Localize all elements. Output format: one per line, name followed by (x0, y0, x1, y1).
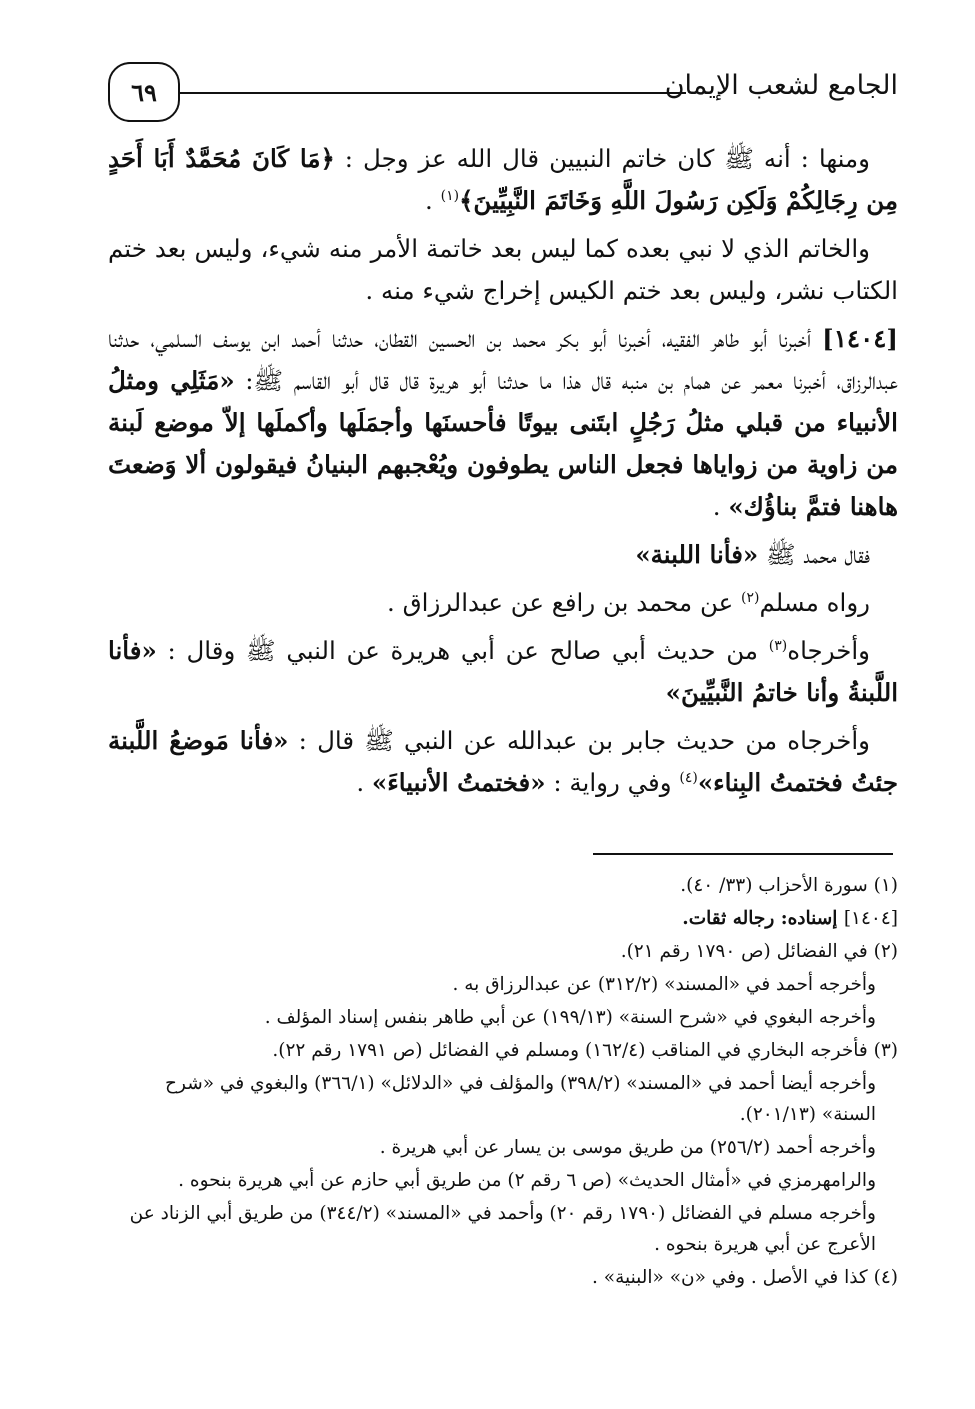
footnote-separator (593, 853, 893, 855)
page-number: ٦٩ (108, 62, 180, 122)
footnote-1404 (108, 903, 898, 934)
quote-span: «فأنا اللبنة» (635, 540, 759, 569)
isnad-text: أخبرنا أبو طاهر الفقيه، أخبرنا أبو بكر محمد بن الحسين القطان، حدثنا أحمد ابن يوسف السلمي، حدثنا عبدالرزاق، أخبرنا معمر عن همام بن منبه قال هذا ما حدثنا أبو هريرة قال قال أبو القاسم ﷺ: (108, 324, 899, 395)
footnote-2: (٢) في الفضائل (ص ١٧٩٠ رقم ٢١). (620, 941, 898, 962)
footnote-ref-2[interactable]: (٢) (741, 589, 760, 606)
text-span: . (712, 492, 729, 521)
footnote-2-ahmad: وأخرجه أحمد في «المسند» (٣١٢/٢) عن عبدالرزاق به . (452, 974, 876, 995)
paragraph-khatam-verse (108, 138, 898, 222)
text-span: وفي رواية : (545, 768, 680, 797)
quote-span: «فأنا اللَّبنةُ وأنا خاتمُ النَّبيِّينَ» (108, 636, 898, 707)
footnote-ref-1[interactable]: (١) (440, 187, 460, 204)
footnote-ref-3[interactable]: (٣) (768, 637, 788, 654)
text-span: فقال محمد ﷺ (758, 540, 870, 569)
page-header (108, 62, 898, 132)
hadith-number: [١٤٠٤] (822, 324, 898, 353)
paragraph-abu-salih (108, 630, 898, 714)
footnote-4: (٤) كذا في الأصل . وفي «ن» «البنية» . (591, 1267, 898, 1288)
running-title: الجامع لشعب الإيمان (664, 70, 898, 101)
footnote-3: (٣) فأخرجه البخاري في المناقب (١٦٢/٤) ومسلم في الفضائل (ص ١٧٩١ رقم ٢٢). (272, 1040, 898, 1061)
main-text (108, 138, 898, 810)
text-span: . (356, 768, 372, 797)
footnote-3-ramahurmuzi: والرامهرمزي في «أمثال الحديث» (ص ٦ رقم ٢) من طريق أبي حازم عن أبي هريرة بنحوه . (178, 1170, 876, 1191)
footnote-2-baghawi: وأخرجه البغوي في «شرح السنة» (١٩٩/١٣) عن أبي طاهر بنفس إسناد المؤلف . (264, 1007, 876, 1028)
text-span: . (425, 186, 441, 215)
text-span: رواه مسلم (759, 588, 870, 617)
paragraph-khatam-meaning: والخاتم الذي لا نبي بعده كما ليس بعد خاتمة الأمر منه شيء، وليس بعد ختم الكتاب نشر، وليس بعد ختم الكيس إخراج شيء منه . (108, 234, 898, 305)
footnote-3-ahmad: وأخرجه أيضا أحمد في «المسند» (٣٩٨/٢) والمؤلف في «الدلائل» (٣٦٦/١) والبغوي في «شرح السنة» (٢٠١/١٣). (165, 1073, 876, 1125)
text-span: عن محمد بن رافع عن عبدالرزاق . (387, 588, 742, 617)
footnote-number: [١٤٠٤] (843, 908, 898, 929)
footnote-text: إسناده: رجاله ثقات. (682, 908, 844, 929)
paragraph-hadith-1404 (108, 318, 898, 528)
header-rule (178, 92, 686, 94)
footnote-3-muslim: وأخرجه مسلم في الفضائل (١٧٩٠ رقم ٢٠) وأحمد في «المسند» (٣٤٤/٢) من طريق أبي الزناد عن الأعرج عن أبي هريرة بنحوه . (129, 1203, 876, 1255)
hadith-matn: «مَثَلِي ومثلُ الأنبياء من قبلي مثلُ رَجُلٍ ابتَنى بيوتًا فأحسنَها وأجمَلَها وأكملَها إلاّ موضع لَبنة من زاوية من زواياها فجعل الناس يطوفون ويُعْجبهم البنيانُ فيقولون ألا وَضعتَ هاهنا فتمَّ بناؤُك» (108, 366, 898, 521)
footnote-1: (١) سورة الأحزاب (٣٣/ ٤٠). (680, 875, 898, 896)
text-span: من حديث أبي صالح عن أبي هريرة عن النبي ﷺ وقال : (156, 636, 769, 665)
paragraph-jabir (108, 720, 898, 804)
footnotes-section (108, 870, 898, 1295)
text-span: وأخرجاه من حديث جابر بن عبدالله عن النبي ﷺ قال : (288, 726, 870, 755)
text-span: وأخرجاه (787, 636, 870, 665)
quote-span: «فختمتُ الأنبياءَ» (371, 768, 546, 797)
paragraph-muslim-narration (108, 582, 898, 624)
paragraph-ana-labina (108, 534, 898, 576)
quran-verse: ﴿مَا كَانَ مُحَمَّدٌ أَبَا أَحَدٍ مِن رِجَالِكُمْ وَلَكِن رَسُولَ اللَّهِ وَخَاتَمَ النَّبِيِّينَ﴾ (108, 144, 898, 215)
footnote-ref-4[interactable]: (٤) (679, 769, 698, 786)
quote-span: «فأنا مَوضعُ اللَّبنة جئتُ فختمتُ البِناء» (108, 726, 898, 797)
text-span: ومنها : أنه ﷺ كان خاتم النبيين قال الله عز وجل : (334, 144, 870, 173)
footnote-3-musa: وأخرجه أحمد (٢٥٦/٢) من طريق موسى بن يسار عن أبي هريرة . (379, 1137, 876, 1158)
